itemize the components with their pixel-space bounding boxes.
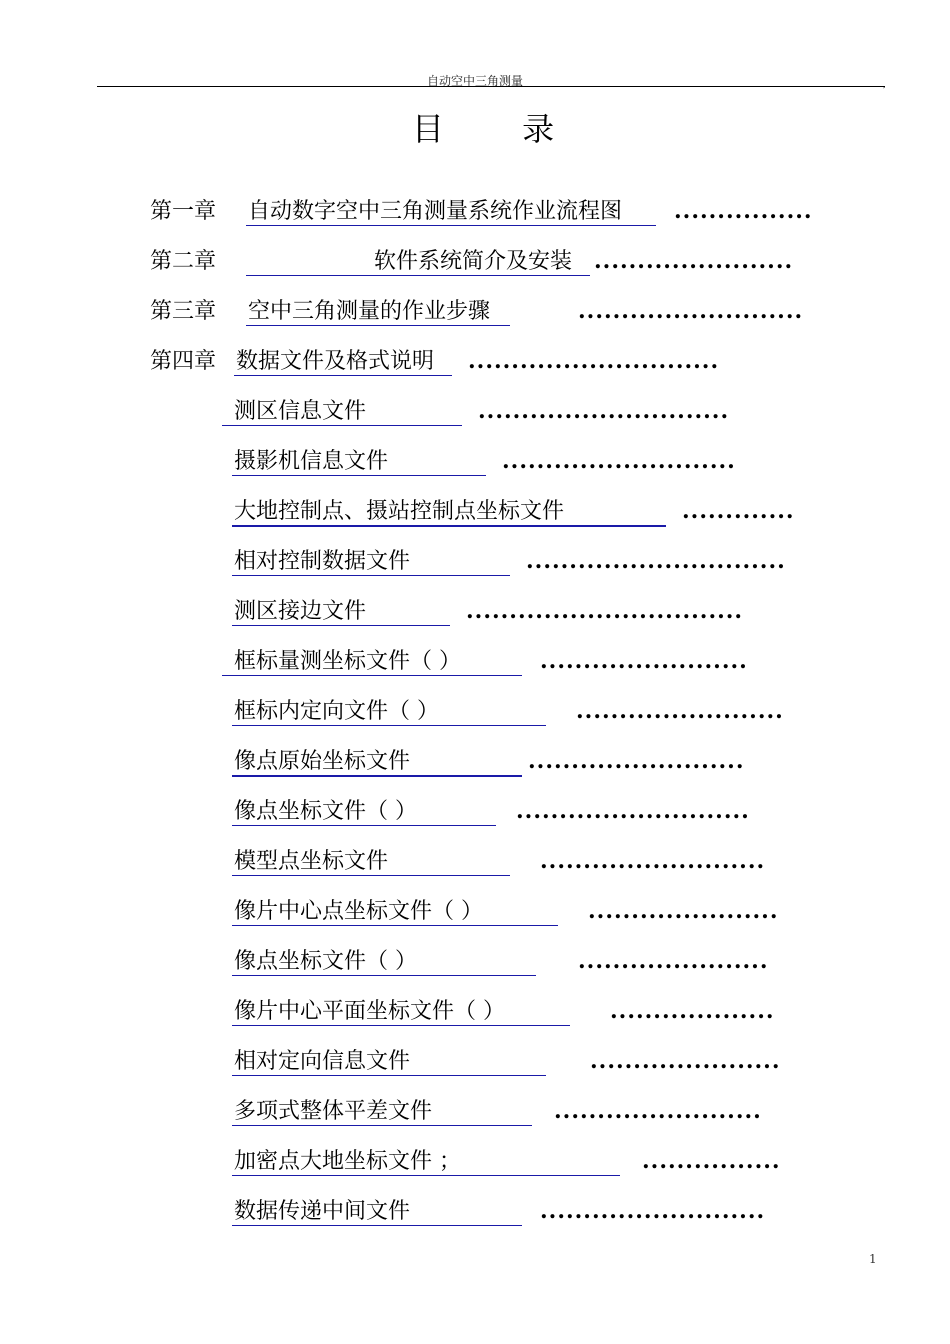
header-rule <box>97 86 885 87</box>
link-underline <box>232 1025 570 1026</box>
toc-entry[interactable] <box>0 494 950 534</box>
toc-chapter-3[interactable] <box>0 294 950 334</box>
chapter-label: 第二章 <box>150 249 217 274</box>
dot-leader: ........................... <box>516 798 750 824</box>
chapter-title[interactable]: 空中三角测量的作业步骤 <box>248 299 491 324</box>
link-underline <box>232 775 522 777</box>
entry-title[interactable]: 相对定向信息文件 <box>234 1049 411 1074</box>
toc-entry[interactable] <box>0 1194 950 1234</box>
entry-title[interactable]: 像片中心平面坐标文件（ ） <box>234 999 505 1024</box>
dot-leader: ................... <box>610 998 775 1024</box>
toc-entry[interactable] <box>0 694 950 734</box>
toc-entry[interactable] <box>0 594 950 634</box>
dot-leader: ................ <box>642 1148 781 1174</box>
link-underline <box>246 225 656 226</box>
entry-title[interactable]: 大地控制点、摄站控制点坐标文件 <box>234 499 565 524</box>
entry-title[interactable]: 加密点大地坐标文件 ； <box>234 1149 461 1174</box>
toc-chapter-2[interactable] <box>0 244 950 284</box>
toc-chapter-4[interactable] <box>0 344 950 384</box>
entry-title[interactable]: 相对控制数据文件 <box>234 549 411 574</box>
dot-leader: .......................... <box>578 298 804 324</box>
toc-entry[interactable] <box>0 1094 950 1134</box>
dot-leader: ............................. <box>478 398 730 424</box>
toc-entry[interactable] <box>0 844 950 884</box>
toc-entry[interactable] <box>0 644 950 684</box>
link-underline <box>232 1075 546 1076</box>
entry-title[interactable]: 测区接边文件 <box>234 599 367 624</box>
entry-title[interactable]: 像点坐标文件（ ） <box>234 949 417 974</box>
entry-title[interactable]: 多项式整体平差文件 <box>234 1099 433 1124</box>
toc-entry[interactable] <box>0 744 950 784</box>
entry-title[interactable]: 像片中心点坐标文件（ ） <box>234 899 483 924</box>
running-header: 自动空中三角测量 <box>426 74 523 88</box>
dot-leader: ............................. <box>468 348 720 374</box>
link-underline <box>232 575 510 576</box>
dot-leader: .......................... <box>540 1198 766 1224</box>
link-underline <box>234 375 452 376</box>
link-underline <box>232 875 510 876</box>
toc-chapter-1[interactable] <box>0 194 950 234</box>
link-underline <box>246 275 590 276</box>
entry-title[interactable]: 数据传递中间文件 <box>234 1199 411 1224</box>
toc-entry[interactable] <box>0 394 950 434</box>
link-underline <box>232 975 536 976</box>
entry-title[interactable]: 摄影机信息文件 <box>234 449 389 474</box>
dot-leader: ....................... <box>594 248 794 274</box>
link-underline <box>232 725 546 726</box>
toc-entry[interactable] <box>0 944 950 984</box>
dot-leader: ............. <box>682 498 795 524</box>
entry-title[interactable]: 像点坐标文件（ ） <box>234 799 417 824</box>
link-underline <box>232 625 450 626</box>
chapter-label: 第三章 <box>150 299 217 324</box>
dot-leader: .......................... <box>540 848 766 874</box>
chapter-title[interactable]: 数据文件及格式说明 <box>236 349 435 374</box>
header-mark: , <box>883 80 886 90</box>
link-underline <box>232 525 666 527</box>
entry-title[interactable]: 测区信息文件 <box>234 399 367 424</box>
toc-entry[interactable] <box>0 544 950 584</box>
dot-leader: ...................... <box>588 898 779 924</box>
chapter-title[interactable]: 软件系统简介及安装 <box>374 249 573 274</box>
toc-entry[interactable] <box>0 894 950 934</box>
entry-title[interactable]: 模型点坐标文件 <box>234 849 389 874</box>
entry-title[interactable]: 框标内定向文件（ ） <box>234 699 439 724</box>
dot-leader: ...................... <box>578 948 769 974</box>
toc-entry[interactable] <box>0 444 950 484</box>
entry-title[interactable]: 框标量测坐标文件（ ） <box>234 649 461 674</box>
link-underline <box>232 475 486 476</box>
dot-leader: ........................ <box>576 698 784 724</box>
dot-leader: ................................ <box>466 598 744 624</box>
dot-leader: ........................... <box>502 448 736 474</box>
dot-leader: ......................... <box>528 748 745 774</box>
chapter-label: 第四章 <box>150 349 217 374</box>
chapter-label: 第一章 <box>150 199 217 224</box>
link-underline <box>232 1125 532 1126</box>
dot-leader: ...................... <box>590 1048 781 1074</box>
link-underline <box>232 1175 620 1176</box>
chapter-title[interactable]: 自动数字空中三角测量系统作业流程图 <box>248 199 623 224</box>
toc-entry[interactable] <box>0 794 950 834</box>
page-number: 1 <box>869 1252 877 1266</box>
link-underline <box>232 825 496 826</box>
link-underline <box>222 675 522 676</box>
dot-leader: .............................. <box>526 548 786 574</box>
toc-entry[interactable] <box>0 1044 950 1084</box>
link-underline <box>222 425 462 426</box>
link-underline <box>232 925 558 926</box>
dot-leader: ................ <box>674 198 813 224</box>
entry-title[interactable]: 像点原始坐标文件 <box>234 749 411 774</box>
toc-title: 目 录 <box>411 110 589 148</box>
dot-leader: ........................ <box>554 1098 762 1124</box>
link-underline <box>246 325 510 326</box>
toc-entry[interactable] <box>0 1144 950 1184</box>
toc-entry[interactable] <box>0 994 950 1034</box>
dot-leader: ........................ <box>540 648 748 674</box>
link-underline <box>232 1225 522 1226</box>
